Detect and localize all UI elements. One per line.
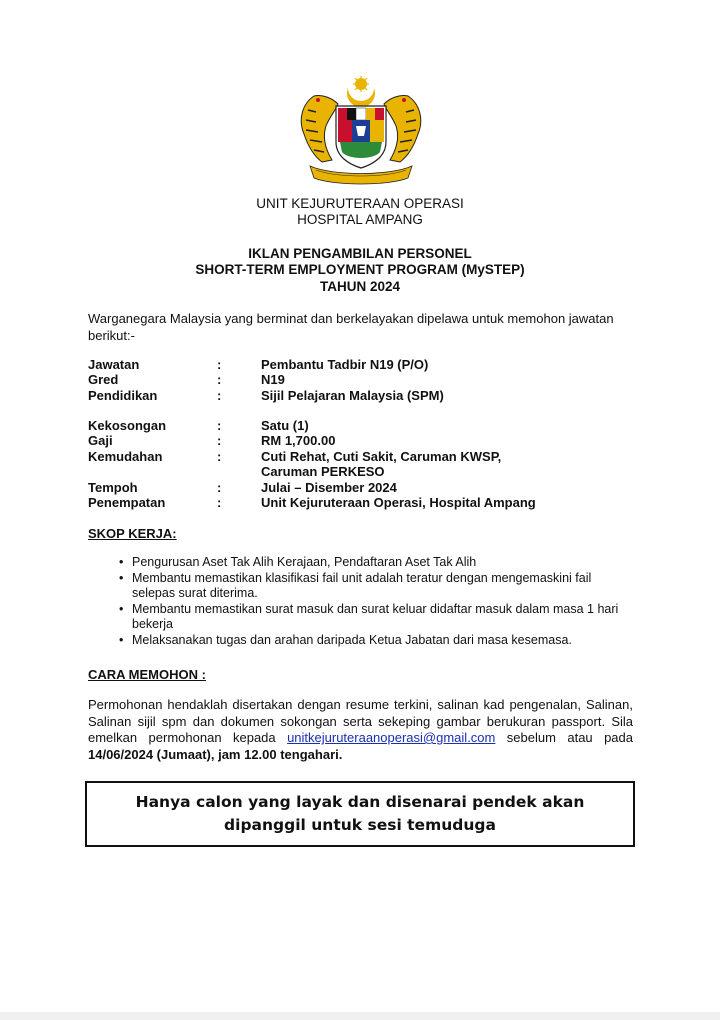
cara-memohon-heading: CARA MEMOHON : [88, 667, 206, 682]
hospital-name: HOSPITAL AMPANG [297, 212, 423, 227]
list-item [88, 571, 633, 602]
deadline-text: 14/06/2024 (Jumaat), jam 12.00 tengahari. [88, 746, 343, 762]
detail-colon: : [217, 449, 222, 464]
coat-of-arms-logo [292, 76, 430, 188]
intro-paragraph: Warganegara Malaysia yang berminat dan berkelayakan dipelawa untuk memohon jawatan berikut:- [88, 311, 614, 343]
detail-label: Kemudahan [88, 449, 163, 464]
detail-value: Satu (1) [261, 418, 309, 433]
detail-colon: : [217, 480, 222, 495]
bullet-icon: • [119, 601, 124, 616]
skop-kerja-list [88, 555, 633, 648]
skop-kerja-heading: SKOP KERJA: [88, 526, 177, 541]
list-item [88, 555, 633, 571]
detail-label: Kekosongan [88, 418, 167, 433]
detail-colon: : [217, 495, 222, 510]
detail-value: Pembantu Tadbir N19 (P/O) [261, 357, 429, 372]
ad-title: IKLAN PENGAMBILAN PERSONEL [248, 246, 472, 261]
detail-label: Pendidikan [88, 388, 158, 403]
detail-value: Sijil Pelajaran Malaysia (SPM) [261, 388, 444, 403]
detail-colon: : [217, 372, 222, 387]
program-title: SHORT-TERM EMPLOYMENT PROGRAM (MySTEP) [195, 262, 525, 277]
detail-label: Penempatan [88, 495, 166, 510]
list-item [88, 602, 633, 633]
detail-value: Caruman PERKESO [261, 464, 385, 479]
detail-label: Jawatan [88, 357, 140, 372]
year-title: TAHUN 2024 [319, 279, 401, 294]
detail-value: RM 1,700.00 [261, 433, 336, 448]
list-item-text: Membantu memastikan surat masuk dan surat keluar didaftar masuk dalam masa 1 hari bekerja [132, 601, 619, 631]
detail-label: Gred [88, 372, 119, 387]
detail-colon: : [217, 418, 222, 433]
detail-colon: : [217, 388, 222, 403]
detail-label: Tempoh [88, 480, 138, 495]
unit-name: UNIT KEJURUTERAAN OPERASI [256, 196, 464, 211]
paragraph-text: Permohonan hendaklah disertakan dengan resume terkini, salinan kad pengenalan, Salinan, Salinan sijil spm dan dokumen sokongan serta sekeping gambar berukuran passport. Sila emelkan permohonan kepada [88, 697, 633, 745]
list-item [88, 633, 633, 649]
bullet-icon: • [119, 570, 124, 585]
detail-value: N19 [261, 372, 285, 387]
list-item-text: Pengurusan Aset Tak Alih Kerajaan, Pendaftaran Aset Tak Alih [132, 555, 477, 569]
email-link[interactable]: unitkejuruteraanoperasi@gmail.com [287, 730, 496, 745]
detail-colon: : [217, 357, 222, 372]
notice-box [85, 781, 635, 847]
paragraph-text: sebelum atau pada [495, 730, 633, 745]
detail-value: Julai – Disember 2024 [261, 480, 397, 495]
list-item-text: Membantu memastikan klasifikasi fail unit adalah teratur dengan mengemaskini fail selepas surat diterima. [132, 570, 592, 600]
bottom-edge [0, 1012, 720, 1020]
bullet-icon: • [119, 555, 124, 569]
bullet-icon: • [119, 632, 124, 647]
detail-colon: : [217, 433, 222, 448]
list-item-text: Melaksanakan tugas dan arahan daripada Ketua Jabatan dari masa kesemasa. [132, 632, 572, 647]
cara-memohon-paragraph [88, 697, 633, 763]
detail-value: Cuti Rehat, Cuti Sakit, Caruman KWSP, [261, 449, 502, 464]
detail-label: Gaji [88, 433, 113, 448]
detail-value: Unit Kejuruteraan Operasi, Hospital Ampang [261, 495, 536, 510]
notice-text: Hanya calon yang layak dan disenarai pendek akan dipanggil untuk sesi temuduga [135, 793, 585, 834]
